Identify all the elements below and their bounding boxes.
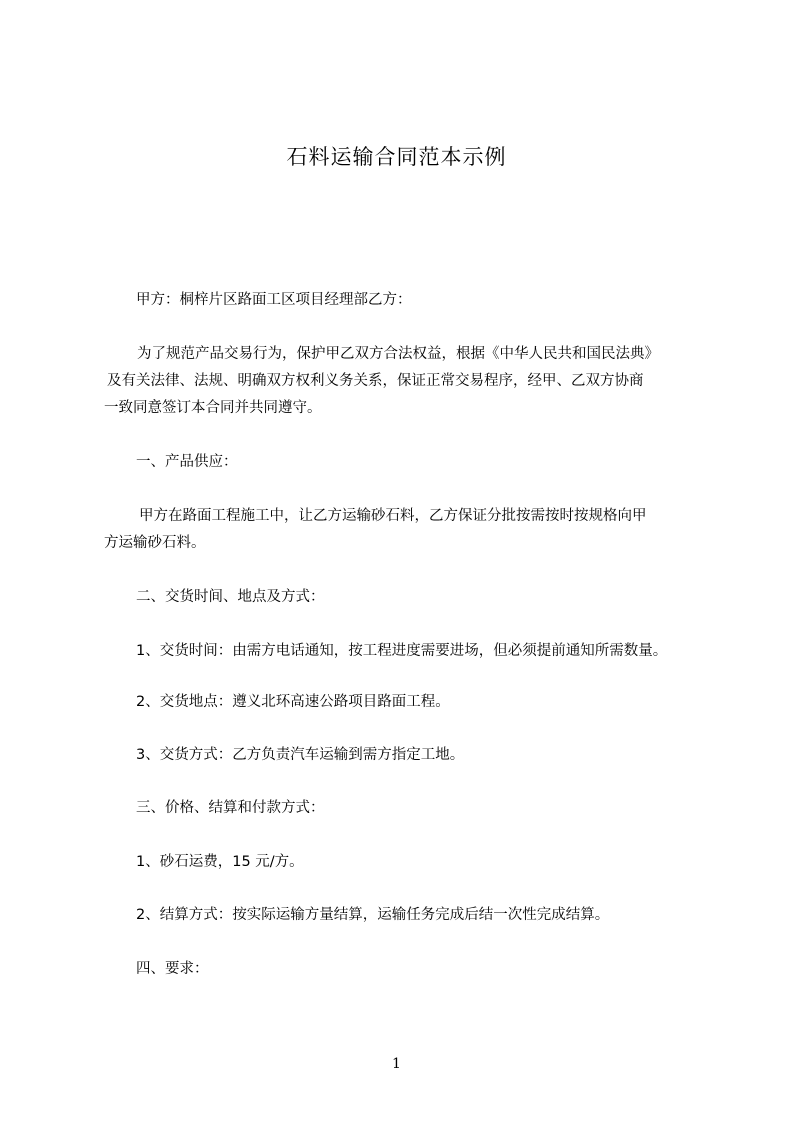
section-2-heading: 二、交货时间、地点及方式： <box>136 589 325 605</box>
section-3-item-2: 2、结算方式：按实际运输方量结算，运输任务完成后结一次性完成结算。 <box>136 907 610 923</box>
preamble-line-2: 及有关法律、法规、明确双方权利义务关系，保证正常交易程序，经甲、乙双方协商 <box>107 373 644 389</box>
section-3-item-1: 1、砂石运费，15 元/方。 <box>136 854 304 870</box>
party-line: 甲方：桐梓片区路面工区项目经理部乙方： <box>136 292 412 308</box>
document-title: 石料运输合同范本示例 <box>286 145 507 169</box>
section-3-heading: 三、价格、结算和付款方式： <box>136 800 325 816</box>
section-2-item-3: 3、交货方式：乙方负责汽车运输到需方指定工地。 <box>136 747 465 763</box>
preamble-line-3: 一致同意签订本合同并共同遵守。 <box>104 400 322 416</box>
section-1-heading: 一、产品供应： <box>136 454 238 470</box>
section-2-item-1: 1、交货时间：由需方电话通知，按工程进度需要进场，但必须提前通知所需数量。 <box>136 643 668 659</box>
section-1-body-line-1: 甲方在路面工程施工中，让乙方运输砂石料，乙方保证分批按需按时按规格向甲 <box>139 508 647 524</box>
section-1-body-line-2: 方运输砂石料。 <box>104 535 206 551</box>
section-2-item-2: 2、交货地点：遵义北环高速公路项目路面工程。 <box>136 694 450 710</box>
preamble-line-1: 为了规范产品交易行为，保护甲乙双方合法权益，根据《中华人民共和国民法典》 <box>137 346 659 362</box>
page-number: 1 <box>392 1056 401 1072</box>
section-4-heading: 四、要求： <box>136 961 209 977</box>
